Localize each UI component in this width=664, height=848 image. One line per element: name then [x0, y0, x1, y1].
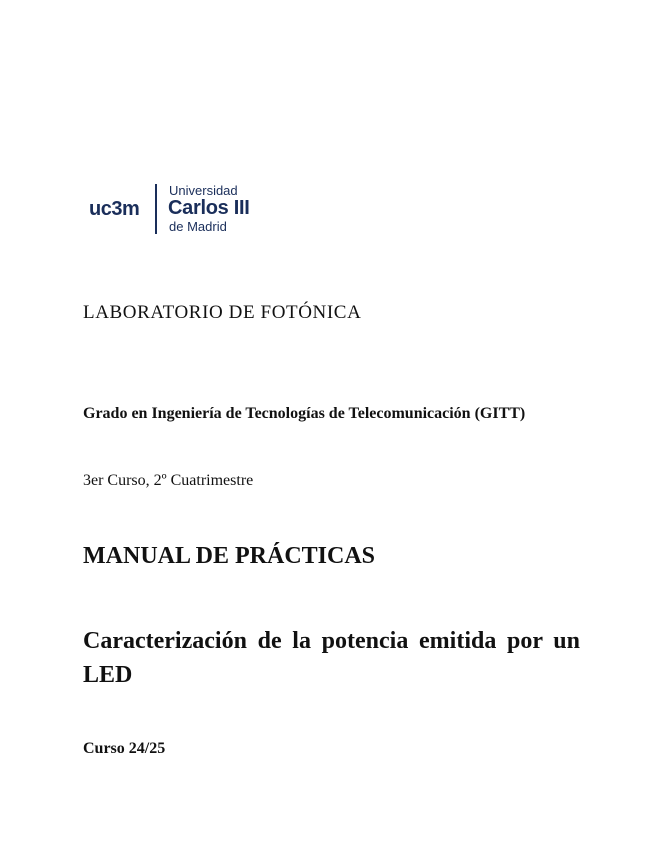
university-logo: [89, 182, 269, 236]
lab-title: LABORATORIO DE FOTÓNICA: [83, 302, 362, 323]
logo-acronym: uc3m: [89, 198, 140, 220]
course-semester: 3er Curso, 2º Cuatrimestre: [83, 472, 254, 489]
logo-line-de-madrid: de Madrid: [169, 219, 227, 234]
logo-line-carlos-iii: Carlos III: [168, 197, 250, 219]
logo-divider: [155, 184, 157, 234]
degree-name: Grado en Ingeniería de Tecnologías de Telecomunicación (GITT): [83, 405, 526, 422]
practice-title: Caracterización de la potencia emitida por un LED: [83, 628, 580, 688]
academic-year: Curso 24/25: [83, 740, 166, 757]
manual-title: MANUAL DE PRÁCTICAS: [83, 543, 376, 569]
logo-line-universidad: Universidad: [169, 183, 238, 198]
